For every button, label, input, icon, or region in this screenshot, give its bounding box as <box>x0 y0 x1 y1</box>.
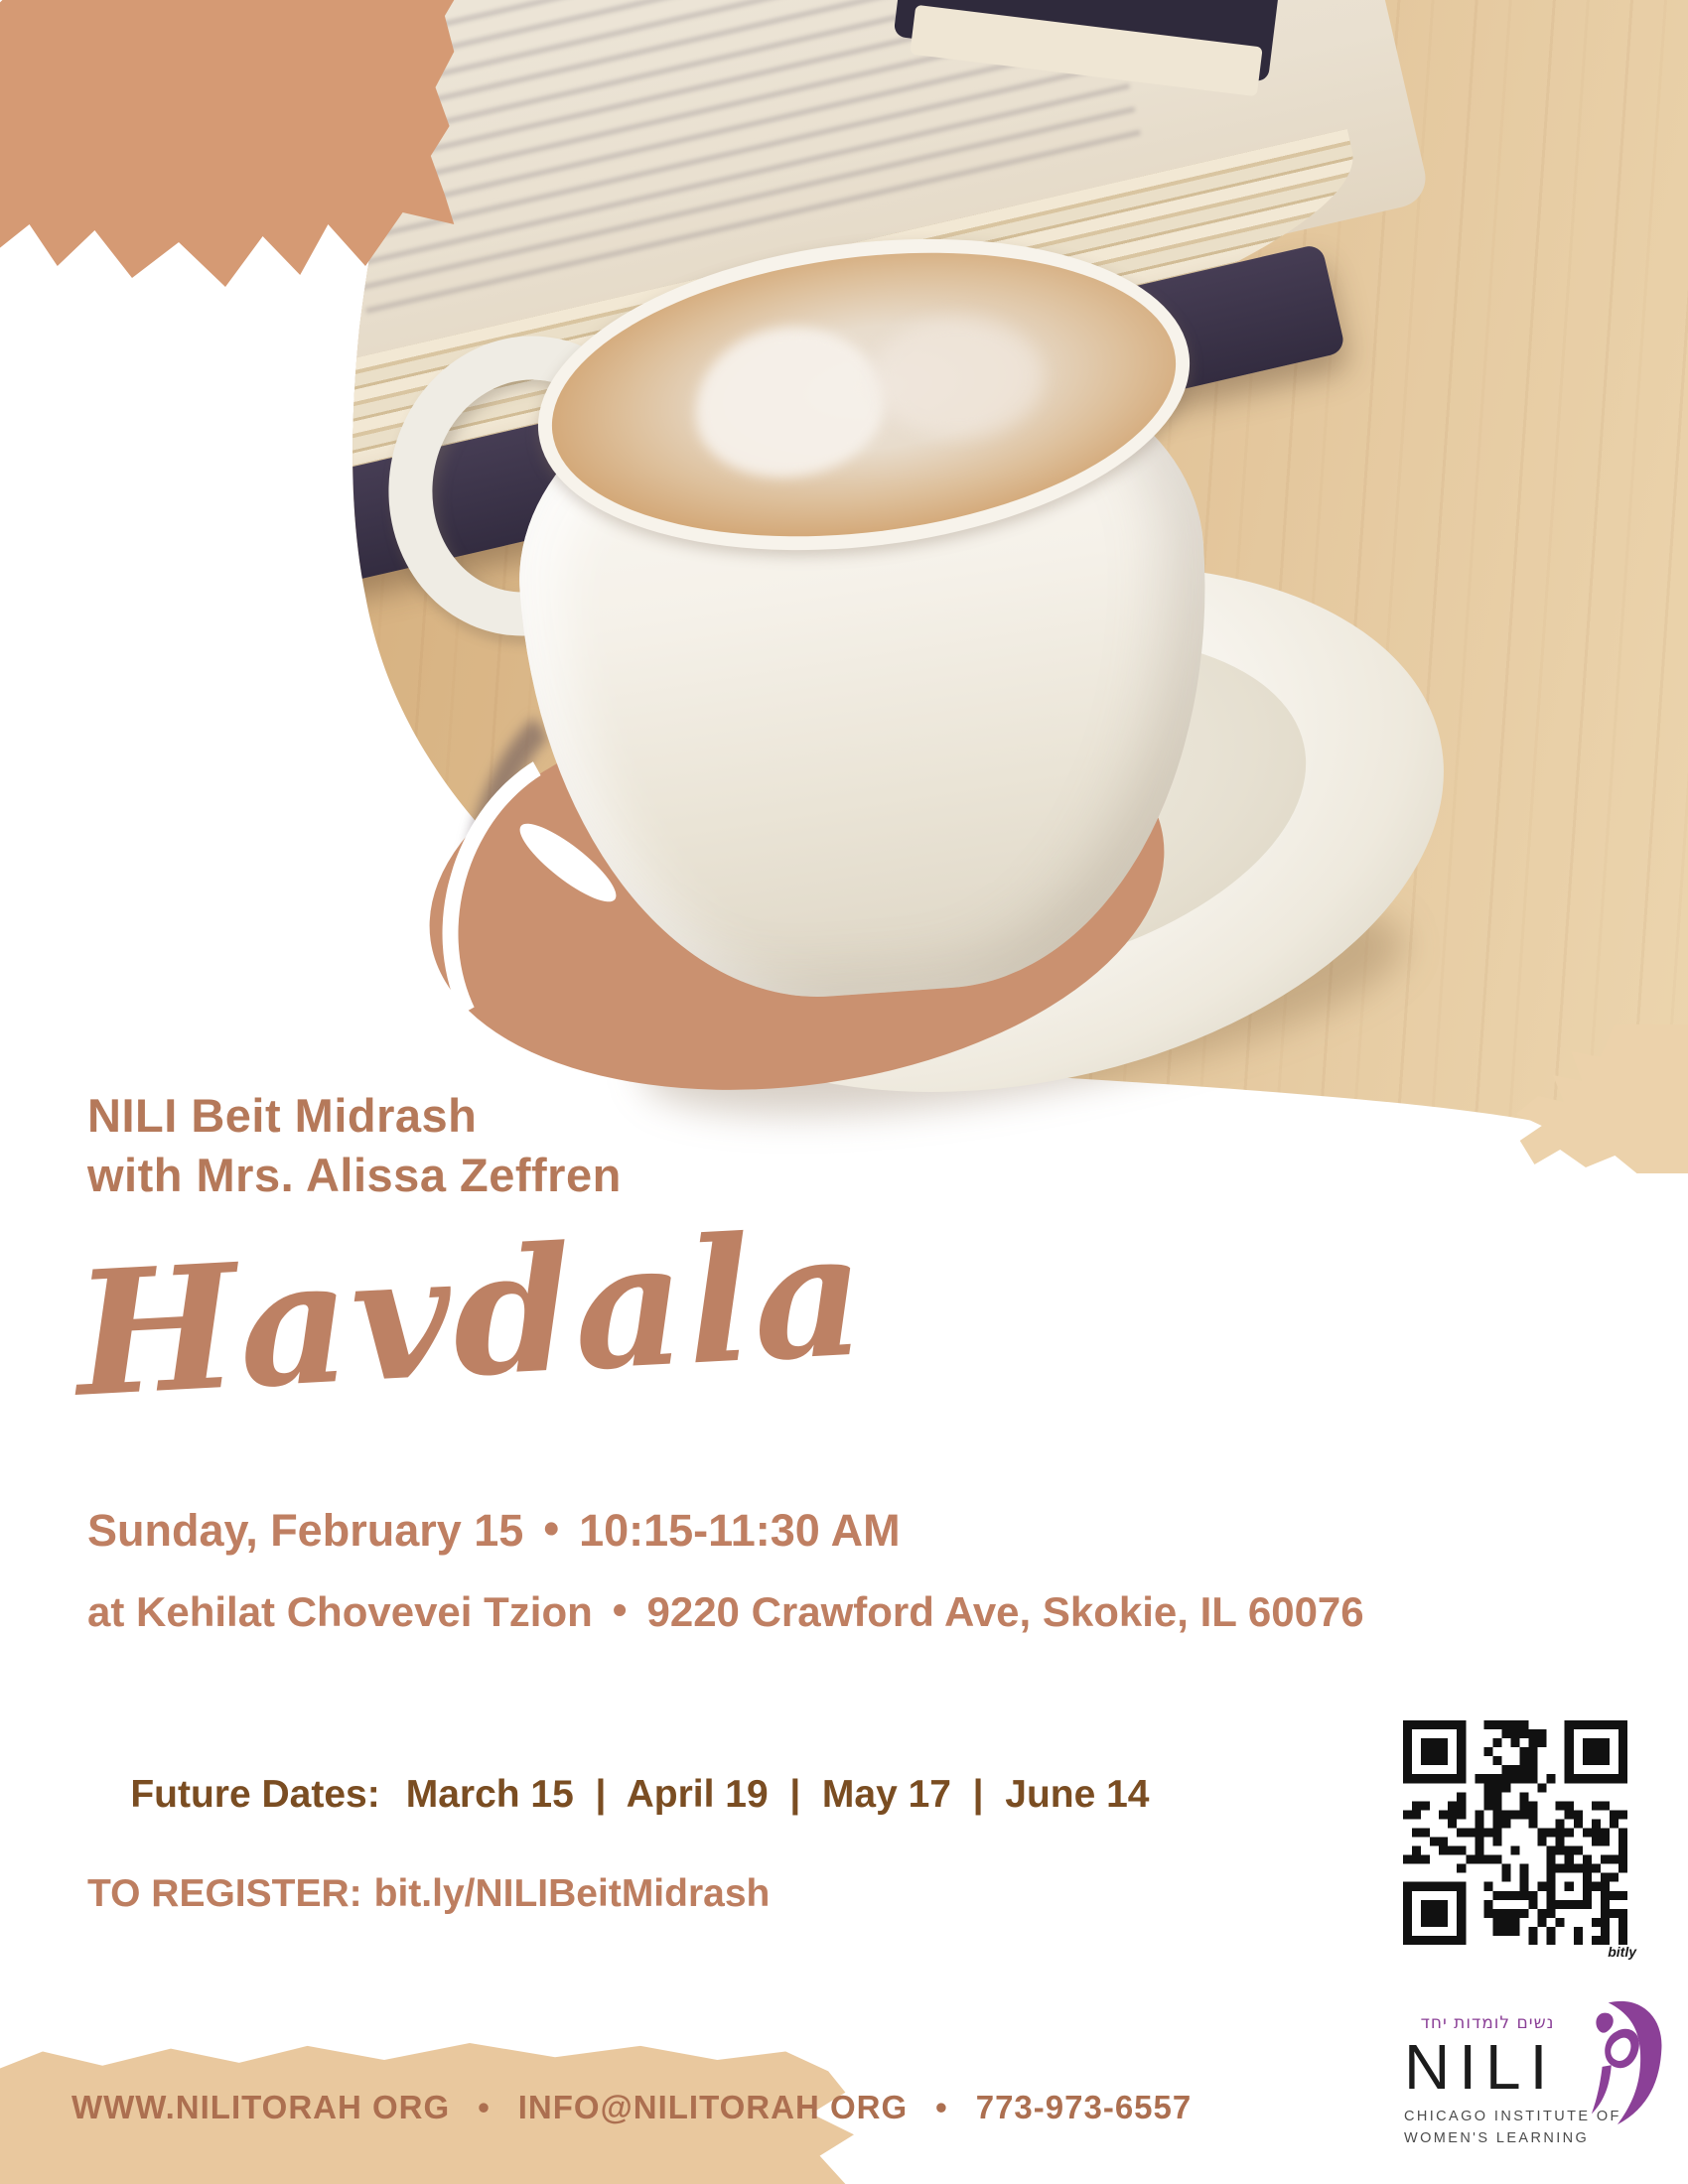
bullet-separator: • <box>935 2089 948 2125</box>
register-line <box>87 1872 770 1916</box>
logo-hebrew-tagline: נשים לומדות יחד <box>1420 2013 1555 2033</box>
future-dates-label: Future Dates: <box>130 1773 380 1816</box>
program-heading <box>87 1086 622 1205</box>
program-line1: NILI Beit Midrash <box>87 1089 478 1142</box>
event-time: 10:15-11:30 AM <box>579 1505 901 1556</box>
event-date: Sunday, February 15 <box>87 1505 524 1556</box>
logo-org-line1: CHICAGO INSTITUTE OF <box>1404 2109 1621 2124</box>
footer-email: INFO@NILITORAH ORG <box>517 2089 909 2125</box>
bullet-separator: • <box>543 1503 560 1554</box>
footer-website: WWW.NILITORAH ORG <box>71 2089 451 2125</box>
event-address: 9220 Crawford Ave, Skokie, IL 60076 <box>646 1588 1364 1635</box>
future-dates-list: March 15 | April 19 | May 17 | June 14 <box>405 1773 1150 1816</box>
date-time-line <box>87 1505 901 1557</box>
qr-bitly-caption: bitly <box>1608 1944 1636 1960</box>
event-title: Havdala <box>70 1192 872 1435</box>
program-line2: with Mrs. Alissa Zeffren <box>87 1149 622 1201</box>
register-link[interactable]: bit.ly/NILIBeitMidrash <box>373 1872 771 1915</box>
logo-org-line2: WOMEN'S LEARNING <box>1404 2130 1590 2146</box>
nili-logo <box>1398 1987 1676 2166</box>
event-venue: at Kehilat Chovevei Tzion <box>87 1588 593 1635</box>
register-label: TO REGISTER: <box>87 1872 362 1915</box>
location-line <box>87 1588 1364 1636</box>
latte-art-highlight <box>874 318 1043 437</box>
footer-contact-row <box>71 2089 1192 2126</box>
footer-phone: 773-973-6557 <box>975 2089 1193 2125</box>
logo-acronym: NILI <box>1404 2031 1557 2103</box>
future-dates-line <box>87 1729 1150 1860</box>
qr-code <box>1394 1711 1636 1960</box>
bullet-separator: • <box>612 1586 628 1633</box>
qr-code-canvas <box>1403 1720 1627 1945</box>
bullet-separator: • <box>478 2089 491 2125</box>
